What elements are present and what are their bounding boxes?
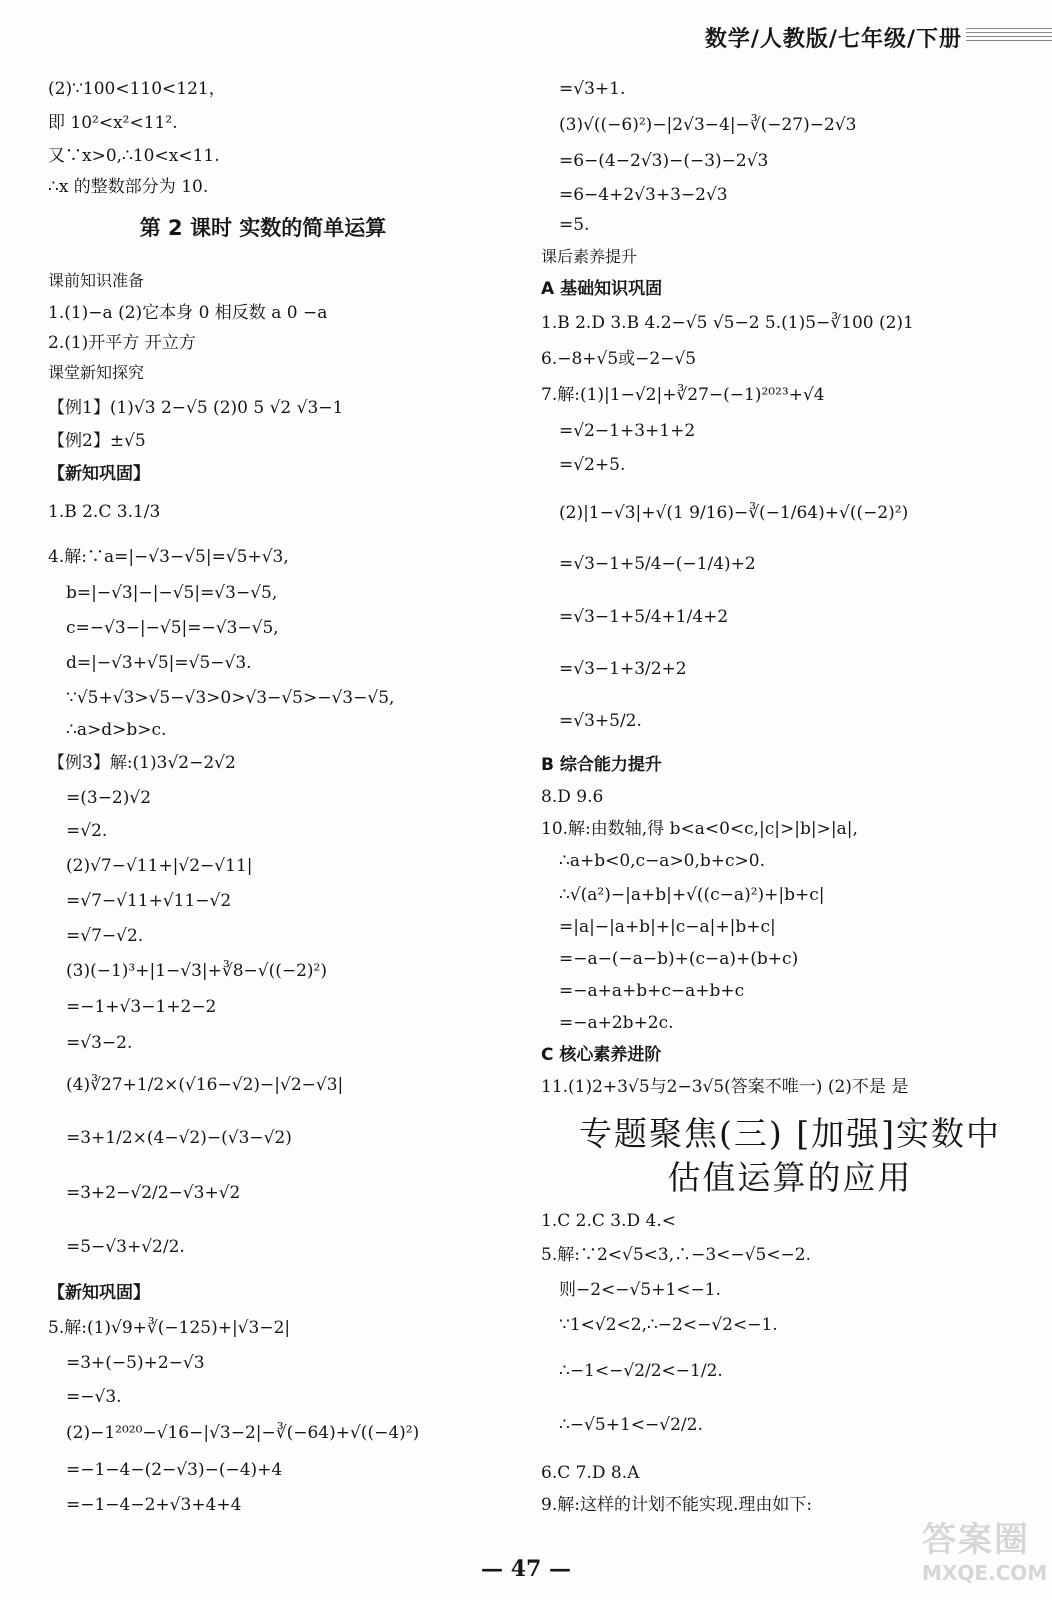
watermark-logo (922, 1512, 1048, 1586)
right-column-line: =√3−1+5/4−(−1/4)+2 (559, 554, 756, 574)
header-decorative-lines (966, 28, 1052, 44)
watermark-text: 答案圈 (922, 1520, 1030, 1560)
left-column-line: 2.(1)开平方 开立方 (48, 333, 196, 353)
right-column-line: ∴√(a²)−|a+b|+√((c−a)²)+|b+c| (559, 885, 825, 905)
right-column-line: =√2+5. (559, 455, 626, 475)
left-column-line: 【例3】解:(1)3√2−2√2 (48, 753, 236, 773)
right-column-line: ∴−√5+1<−√2/2. (559, 1415, 703, 1435)
left-column-line: 课前知识准备 (48, 271, 145, 290)
left-column-line: (3)(−1)³+|1−√3|+∛8−√((−2)²) (66, 961, 328, 981)
left-column-line: =−1+√3−1+2−2 (66, 997, 217, 1017)
left-column-line: ∴a>d>b>c. (66, 720, 167, 740)
right-column-line: 10.解:由数轴,得 b<a<0<c,|c|>|b|>|a|, (541, 819, 858, 839)
left-column-line: 【例2】±√5 (48, 431, 146, 451)
left-column-line: =3+1/2×(4−√2)−(√3−√2) (66, 1128, 292, 1148)
right-column-line: 9.解:这样的计划不能实现.理由如下: (541, 1495, 813, 1515)
left-column-line: c=−√3−|−√5|=−√3−√5, (66, 618, 279, 638)
right-column-line: =6−(4−2√3)−(−3)−2√3 (559, 151, 769, 171)
right-column-line: =|a|−|a+b|+|c−a|+|b+c| (559, 917, 776, 937)
left-column-line: =−√3. (66, 1387, 122, 1407)
right-column-line: ∴−1<−√2/2<−1/2. (559, 1361, 723, 1381)
left-column-line: (2)√7−√11+|√2−√11| (66, 856, 253, 876)
right-column-line: 6.−8+√5或−2−√5 (541, 349, 697, 369)
topic-title-line-1: 专题聚焦(三) [加强]实数中 (579, 1114, 1001, 1153)
right-column-line: 8.D 9.6 (541, 787, 604, 807)
left-column-line: 1.B 2.C 3.1/3 (48, 502, 161, 522)
left-column-line: =−1−4−(2−√3)−(−4)+4 (66, 1460, 283, 1480)
left-column-line: ∴x 的整数部分为 10. (48, 177, 209, 197)
left-column-line: (2)−1²⁰²⁰−√16−|√3−2|−∛(−64)+√((−4)²) (66, 1423, 420, 1443)
left-column-line: 1.(1)−a (2)它本身 0 相反数 a 0 −a (48, 303, 328, 323)
page-header (652, 14, 1052, 54)
left-column-line: 【新知巩固】 (48, 464, 150, 484)
left-column-line: =5−√3+√2/2. (66, 1237, 185, 1257)
left-column-line: =−1−4−2+√3+4+4 (66, 1495, 242, 1515)
right-column-line: 课后素养提升 (541, 247, 638, 266)
right-column-line: 11.(1)2+3√5与2−3√5(答案不唯一) (2)不是 是 (541, 1077, 909, 1097)
right-column-line: ∵1<√2<2,∴−2<−√2<−1. (559, 1315, 778, 1335)
right-column-line: ∴a+b<0,c−a>0,b+c>0. (559, 851, 766, 871)
left-column-line: 4.解:∵a=|−√3−√5|=√5+√3, (48, 547, 289, 567)
left-column-line: =√2. (66, 821, 108, 841)
left-column-line: d=|−√3+√5|=√5−√3. (66, 653, 252, 673)
left-column-line: b=|−√3|−|−√5|=√3−√5, (66, 583, 278, 603)
right-column-line: C 核心素养进阶 (541, 1045, 662, 1065)
topic-title-line-2: 估值运算的应用 (667, 1158, 913, 1197)
watermark-url: MXQE.COM (922, 1561, 1048, 1585)
right-column-line: (2)|1−√3|+√(1 9/16)−∛(−1/64)+√((−2)²) (559, 503, 909, 523)
left-column-line: 课堂新知探究 (48, 363, 145, 382)
right-column-line: =√3+5/2. (559, 711, 642, 731)
right-column-line: =6−4+2√3+3−2√3 (559, 185, 728, 205)
right-column-line: 6.C 7.D 8.A (541, 1463, 640, 1483)
left-column-line: ∵√5+√3>√5−√3>0>√3−√5>−√3−√5, (66, 688, 395, 708)
right-column-line: A 基础知识巩固 (541, 279, 663, 299)
right-column-line: =−a−(−a−b)+(c−a)+(b+c) (559, 949, 799, 969)
right-column-line: 1.B 2.D 3.B 4.2−√5 √5−2 5.(1)5−∛100 (2)1 (541, 313, 914, 333)
left-column-line: (4)∛27+1/2×(√16−√2)−|√2−√3| (66, 1075, 344, 1095)
right-column-line: =√3−1+3/2+2 (559, 659, 687, 679)
left-column-line: 又∵x>0,∴10<x<11. (48, 146, 220, 166)
right-column-line: =−a+2b+2c. (559, 1013, 674, 1033)
right-column-line: 5.解:∵2<√5<3,∴−3<−√5<−2. (541, 1245, 812, 1265)
left-column-line: (2)∵100<110<121， (48, 79, 226, 99)
left-column-line: 【例1】(1)√3 2−√5 (2)0 5 √2 √3−1 (48, 398, 344, 418)
lesson-title: 第 2 课时 实数的简单运算 (139, 216, 387, 240)
right-column-line: =√2−1+3+1+2 (559, 421, 696, 441)
right-column-line: =√3−1+5/4+1/4+2 (559, 607, 729, 627)
right-column-line: =√3+1. (559, 79, 626, 99)
right-column-line: 7.解:(1)|1−√2|+∛27−(−1)²⁰²³+√4 (541, 385, 825, 405)
left-column-line: 5.解:(1)√9+∛(−125)+|√3−2| (48, 1318, 291, 1338)
left-column-line: =√7−√2. (66, 926, 144, 946)
left-column-line: 【新知巩固】 (48, 1283, 150, 1303)
right-column-line: =−a+a+b+c−a+b+c (559, 981, 745, 1001)
left-column-line: 即 10²<x²<11². (48, 113, 178, 133)
left-column-line: =3+2−√2/2−√3+√2 (66, 1183, 241, 1203)
left-column-line: =3+(−5)+2−√3 (66, 1353, 205, 1373)
left-column-line: =√3−2. (66, 1033, 133, 1053)
right-column-line: =5. (559, 215, 590, 235)
right-column-line: (3)√((−6)²)−|2√3−4|−∛(−27)−2√3 (559, 115, 857, 135)
left-column-line: =√7−√11+√11−√2 (66, 891, 232, 911)
right-column-line: 则−2<−√5+1<−1. (559, 1280, 721, 1300)
right-column-line: 1.C 2.C 3.D 4.< (541, 1211, 676, 1231)
right-column-line: B 综合能力提升 (541, 755, 662, 775)
left-column-line: =(3−2)√2 (66, 788, 152, 808)
header-title: 数学/人教版/七年级/下册 (704, 27, 962, 52)
page-number: — 47 — (481, 1556, 571, 1582)
